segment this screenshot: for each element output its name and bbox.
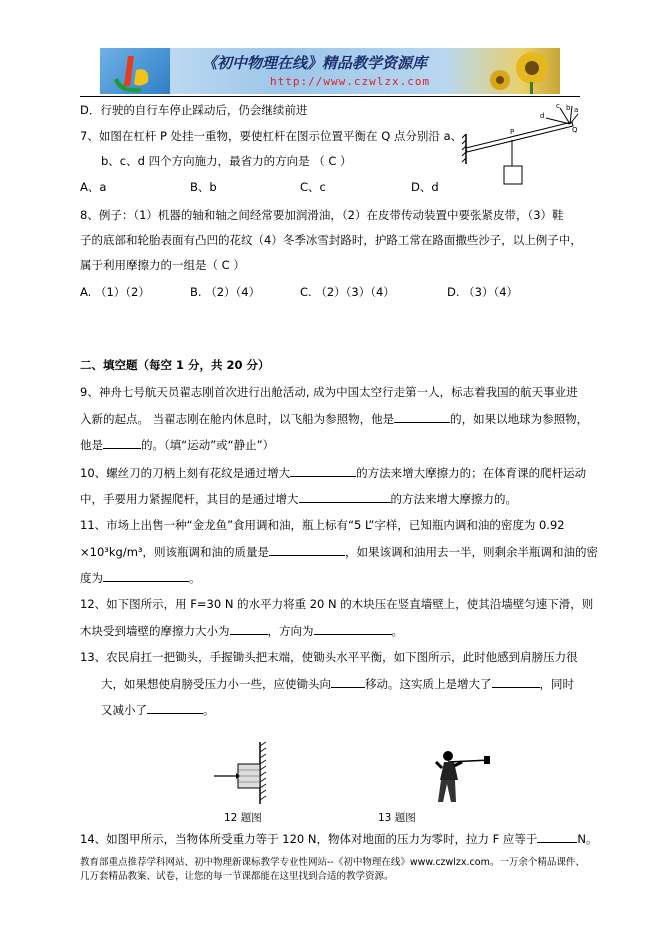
q10-text-1: 10、螺丝刀的刀柄上刻有花纹是通过增大 的方法来增大摩擦力的；在体育课的爬杆运动 — [80, 466, 587, 480]
svg-text:P: P — [510, 128, 515, 136]
svg-text:Q: Q — [572, 126, 578, 134]
q14-blank[interactable] — [537, 830, 577, 843]
q7-text-1: 7、如图在杠杆 P 处挂一重物，要使杠杆在图示位置平衡在 Q 点分别沿 a、 — [80, 129, 463, 143]
section-heading: 二、填空题（每空 1 分，共 20 分） — [80, 358, 270, 372]
logo-icon — [100, 48, 170, 94]
q9-text-2: 入新的起点。 当翟志刚在舱内休息时，以飞船为参照物，他是 的，如果以地球为参照物， — [80, 412, 589, 426]
footer-line-1: 教育部重点推荐学科网站、初中物理新课标教学专业性网站--《初中物理在线》www.czwlzx.com。一万余个精品课件、 — [80, 857, 585, 868]
q6-option-d: D．行驶的自行车停止踩动后，仍会继续前进 — [80, 103, 308, 117]
lever-figure — [460, 104, 580, 190]
svg-text:c: c — [556, 104, 560, 110]
q12-text-2: 木块受到墙壁的摩擦力大小为 ，方向为 。 — [80, 624, 403, 638]
q12-blank-1[interactable] — [230, 622, 268, 635]
farmer-hoe-figure — [424, 748, 494, 806]
footer-line-2: 几万套精品教案、试卷，让您的每一节课都能在这里找到合适的教学资源。 — [80, 871, 394, 882]
q7-option-b: B、b — [190, 180, 217, 194]
q13-text-1: 13、农民肩扛一把锄头，手握锄头把末端，使锄头水平平衡，如下图所示，此时他感到肩膀压力很 — [80, 650, 578, 664]
q12-blank-2[interactable] — [314, 622, 392, 635]
q11-blank-1[interactable] — [269, 543, 345, 556]
q9-text-1: 9、神舟七号航天员翟志刚首次进行出舱活动, 成为中国太空行走第一人，标志着我国的航天事业进 — [80, 385, 578, 399]
q10-blank-1[interactable] — [290, 464, 356, 477]
q7-option-d: D、d — [411, 180, 439, 194]
q7-option-a: A、a — [80, 180, 107, 194]
q8-option-b: B. （2）（4） — [190, 285, 261, 299]
q8-text-1: 8、例子：（1）机器的轴和轴之间经常要加润滑油，（2）在皮带传动装置中要张紧皮带，（3）鞋 — [80, 208, 564, 222]
q7-option-c: C、c — [300, 180, 326, 194]
q11-blank-2[interactable] — [103, 569, 189, 582]
q11-text-2: ×10³kg/m³，则该瓶调和油的质量是 ，如果该调和油用去一半，则剩余半瓶调和油的密 — [80, 545, 599, 559]
site-logo — [100, 48, 170, 94]
fig12-caption: 12 题图 — [224, 812, 262, 824]
banner-title: 《初中物理在线》精品教学资源库 — [202, 54, 428, 72]
svg-text:d: d — [540, 112, 545, 120]
q13-text-3: 又减小了 。 — [101, 703, 215, 717]
q10-text-2: 中，手要用力紧握爬杆，其目的是通过增大 的方法来增大摩擦力的。 — [80, 492, 517, 506]
q12-text-1: 12、如下图所示，用 F=30 N 的水平力将重 20 N 的木块压在竖直墙壁上，使其沿墙壁匀速下滑，则 — [80, 597, 594, 611]
header-rule — [80, 96, 580, 97]
q13-blank-3[interactable] — [147, 701, 203, 714]
q13-text-2: 大，如果想使肩膀受压力小一些，应使锄头向 移动。这实质上是增大了 ，同时 — [101, 677, 574, 691]
q8-option-c: C. （2）（3）（4） — [300, 285, 395, 299]
fig13-caption: 13 题图 — [378, 812, 416, 824]
q9-text-3: 他是 的。（填“运动”或“静止”） — [80, 438, 275, 452]
q8-option-a: A. （1）（2） — [80, 285, 150, 299]
svg-text:b: b — [566, 104, 571, 112]
q9-blank-1[interactable] — [394, 410, 450, 423]
q9-blank-2[interactable] — [103, 436, 141, 449]
q8-option-d: D. （3）（4） — [447, 285, 519, 299]
header-banner — [100, 48, 560, 94]
q13-blank-2[interactable] — [492, 675, 540, 688]
svg-text:a: a — [574, 106, 579, 114]
q13-blank-1[interactable] — [331, 675, 365, 688]
sunflower-icon — [480, 48, 560, 94]
q11-text-1: 11、市场上出售一种“金龙鱼”食用调和油，瓶上标有“5 L”字样，已知瓶内调和油的密度为 0.92 — [80, 518, 565, 532]
q8-text-3: 属于利用摩擦力的一组是（ C ） — [80, 258, 245, 272]
banner-url[interactable]: http://www.czwlzx.com — [270, 75, 431, 88]
q10-blank-2[interactable] — [299, 490, 391, 503]
q14-text: 14、如图甲所示，当物体所受重力等于 120 N，物体对地面的压力为零时，拉力 F 应等于 N。 — [80, 832, 598, 846]
block-wall-figure — [210, 740, 272, 806]
q7-text-2: b、c、d 四个方向施力，最省力的方向是 （ C ） — [101, 154, 352, 168]
q11-text-3: 度为 。 — [80, 571, 201, 585]
q8-text-2: 子的底部和轮胎表面有凸凹的花纹（4）冬季冰雪封路时，护路工常在路面撒些沙子，以上例子中， — [80, 233, 582, 247]
